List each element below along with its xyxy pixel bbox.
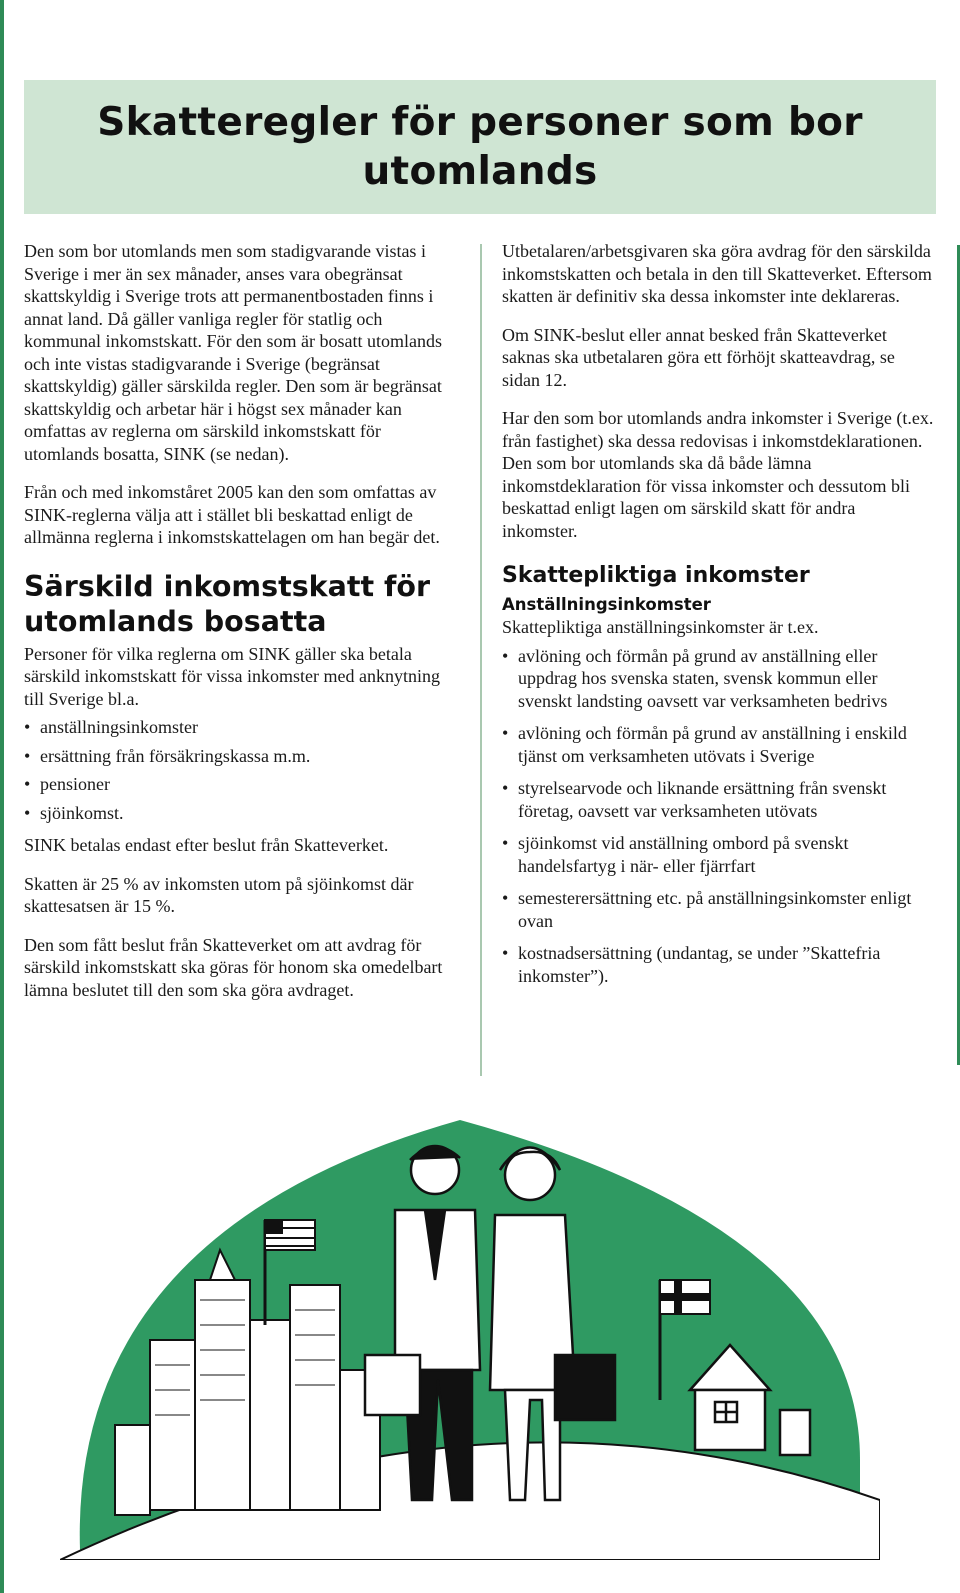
- left-paragraph-5: Den som fått beslut från Skatteverket om att avdrag för särskild inkomstskatt ska göras för honom ska omedelbart lämna beslutet till den som ska göra avdraget.: [24, 934, 443, 1000]
- page-title: Skatteregler för personer som bor utomlands: [97, 100, 863, 194]
- right-paragraph-1: Utbetalaren/arbetsgivaren ska göra avdrag för den särskilda inkomstskatten och betala in den till Skatteverket. Eftersom skatten är definitiv ska dessa inkomster inte deklareras.: [502, 241, 932, 306]
- list-item: • kostnadsersättning (undantag, se under ”Skattefria inkomster”).: [502, 942, 934, 987]
- list-item: • sjöinkomst vid anställning ombord på svenskt handelsfartyg i när- eller fjärrfart: [502, 832, 934, 877]
- sink-income-list: [24, 716, 460, 824]
- emigrants-illustration: [60, 1080, 880, 1560]
- title-banner: [24, 80, 936, 214]
- column-divider: [480, 244, 482, 1076]
- sink-heading: Särskild inkomstskatt för utomlands bosatta: [24, 569, 431, 638]
- list-item: • anställningsinkomster: [24, 716, 460, 739]
- list-item: • ersättning från försäkringskassa m.m.: [24, 745, 460, 768]
- employment-intro: Skattepliktiga anställningsinkomster är t.ex.: [502, 617, 819, 637]
- list-item: • pensioner: [24, 773, 460, 796]
- left-edge-stripe: [0, 0, 4, 1593]
- employment-income-subheading: Anställningsinkomster: [502, 595, 711, 614]
- left-paragraph-4: Skatten är 25 % av inkomsten utom på sjöinkomst där skattesatsen är 15 %.: [24, 873, 414, 916]
- taxable-income-heading: Skattepliktiga inkomster: [502, 563, 810, 588]
- list-item: • styrelsearvode och liknande ersättning från svenskt företag, oavsett var verksamheten utövats: [502, 777, 934, 822]
- right-column: [502, 240, 934, 997]
- right-paragraph-3: Har den som bor utomlands andra inkomster i Sverige (t.ex. från fastighet) ska dessa redovisas i inkomstdeklarationen. Den som bor utomlands ska då både lämna inkomstdeklaration för vissa inkomster och dessutom bli beskattad enligt lagen om särskild skatt för andra inkomster.: [502, 408, 934, 541]
- list-item: • avlöning och förmån på grund av anställning i enskild tjänst om verksamheten utövats i Sverige: [502, 722, 934, 767]
- sink-intro: Personer för vilka reglerna om SINK gäller ska betala särskild inkomstskatt för vissa inkomster med anknytning till Sverige bl.a.: [24, 643, 440, 709]
- right-paragraph-2: Om SINK-beslut eller annat besked från Skatteverket saknas ska utbetalaren göra ett förhöjt skatteavdrag, se sidan 12.: [502, 324, 895, 390]
- left-paragraph-2: Från och med inkomståret 2005 kan den som omfattas av SINK-reglerna välja att i stället bli beskattad enligt de allmänna reglerna i inkomstskattelagen om han begär det.: [24, 482, 440, 547]
- list-item: • semesterersättning etc. på anställningsinkomster enligt ovan: [502, 887, 934, 932]
- list-item: • avlöning och förmån på grund av anställning eller uppdrag hos svenska staten, svensk kommun eller svenskt landsting oavsett var verksamheten bedrivs: [502, 645, 934, 713]
- left-paragraph-1: Den som bor utomlands men som stadigvarande vistas i Sverige i mer än sex månader, anses vara obegränsat skattskyldig i Sverige trots att permanentbostaden finns i annat land. Då gäller vanliga regler för statlig och kommunal inkomstskatt. För den som är bosatt utomlands och inte vistas stadigvarande i Sverige (begränsat skattskyldig) gäller särskilda regler. Den som är begränsat skattskyldig och arbetar här i högst sex månader kan omfattas av reglerna om särskild inkomstskatt för utomlands bosatta, SINK (se nedan).: [24, 241, 442, 464]
- employment-income-list: [502, 645, 934, 988]
- left-column: [24, 240, 460, 1017]
- city-skyline-icon: [115, 1250, 380, 1515]
- left-paragraph-3: SINK betalas endast efter beslut från Skatteverket.: [24, 835, 389, 855]
- list-item: • sjöinkomst.: [24, 802, 460, 825]
